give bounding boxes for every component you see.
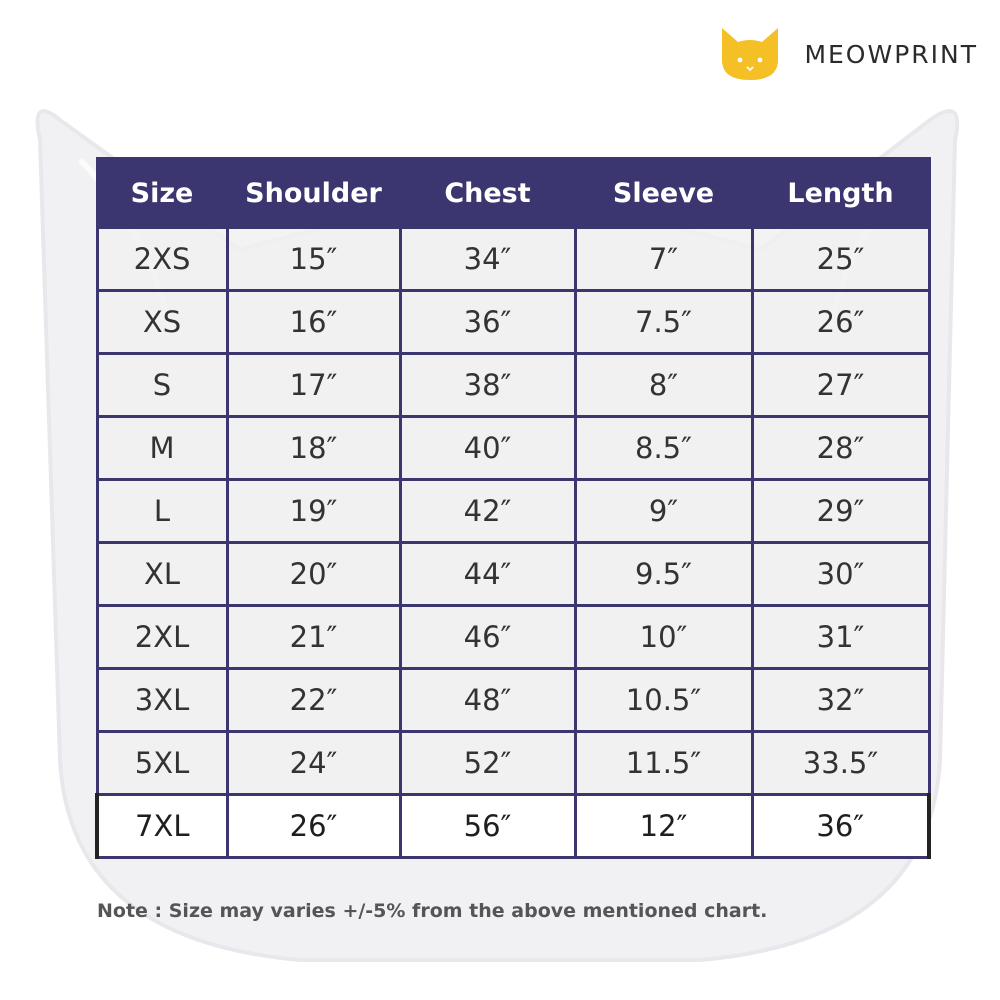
shoulder-cell: 19″ <box>227 480 400 543</box>
sleeve-cell: 8″ <box>575 354 752 417</box>
size-cell: S <box>97 354 227 417</box>
table-row <box>97 291 929 354</box>
header-shoulder: Shoulder <box>227 159 400 228</box>
sleeve-cell: 7.5″ <box>575 291 752 354</box>
shoulder-cell: 21″ <box>227 606 400 669</box>
chest-cell: 42″ <box>400 480 575 543</box>
size-cell: 7XL <box>97 795 227 858</box>
length-cell: 32″ <box>752 669 929 732</box>
shoulder-cell: 15″ <box>227 228 400 291</box>
length-cell: 26″ <box>752 291 929 354</box>
header-length: Length <box>752 159 929 228</box>
sleeve-cell: 11.5″ <box>575 732 752 795</box>
sleeve-cell: 12″ <box>575 795 752 858</box>
size-table <box>95 157 931 859</box>
size-cell: L <box>97 480 227 543</box>
length-cell: 31″ <box>752 606 929 669</box>
table-row <box>97 606 929 669</box>
chest-cell: 48″ <box>400 669 575 732</box>
header-chest: Chest <box>400 159 575 228</box>
table-row <box>97 228 929 291</box>
cat-head-icon <box>718 26 782 82</box>
chest-cell: 56″ <box>400 795 575 858</box>
table-row <box>97 417 929 480</box>
chest-cell: 40″ <box>400 417 575 480</box>
length-cell: 33.5″ <box>752 732 929 795</box>
table-row <box>97 795 929 858</box>
sleeve-cell: 7″ <box>575 228 752 291</box>
sleeve-cell: 9″ <box>575 480 752 543</box>
sleeve-cell: 10.5″ <box>575 669 752 732</box>
table-row <box>97 669 929 732</box>
chest-cell: 38″ <box>400 354 575 417</box>
table-row <box>97 543 929 606</box>
table-row <box>97 732 929 795</box>
size-cell: 2XL <box>97 606 227 669</box>
sleeve-cell: 8.5″ <box>575 417 752 480</box>
brand-header <box>718 26 978 82</box>
chest-cell: 46″ <box>400 606 575 669</box>
sleeve-cell: 10″ <box>575 606 752 669</box>
size-cell: XS <box>97 291 227 354</box>
chest-cell: 36″ <box>400 291 575 354</box>
length-cell: 29″ <box>752 480 929 543</box>
header-size: Size <box>97 159 227 228</box>
length-cell: 28″ <box>752 417 929 480</box>
size-cell: 5XL <box>97 732 227 795</box>
shoulder-cell: 24″ <box>227 732 400 795</box>
shoulder-cell: 22″ <box>227 669 400 732</box>
shoulder-cell: 20″ <box>227 543 400 606</box>
chest-cell: 44″ <box>400 543 575 606</box>
brand-name: MEOWPRINT <box>804 39 978 69</box>
sleeve-cell: 9.5″ <box>575 543 752 606</box>
table-row <box>97 480 929 543</box>
table-header-row <box>97 159 929 228</box>
length-cell: 36″ <box>752 795 929 858</box>
shoulder-cell: 26″ <box>227 795 400 858</box>
length-cell: 27″ <box>752 354 929 417</box>
header-sleeve: Sleeve <box>575 159 752 228</box>
shoulder-cell: 17″ <box>227 354 400 417</box>
size-note: Note : Size may varies +/-5% from the above mentioned chart. <box>97 900 768 922</box>
shoulder-cell: 18″ <box>227 417 400 480</box>
chest-cell: 34″ <box>400 228 575 291</box>
size-cell: M <box>97 417 227 480</box>
table-row <box>97 354 929 417</box>
size-cell: XL <box>97 543 227 606</box>
size-cell: 2XS <box>97 228 227 291</box>
length-cell: 30″ <box>752 543 929 606</box>
size-chart <box>95 157 927 859</box>
size-cell: 3XL <box>97 669 227 732</box>
length-cell: 25″ <box>752 228 929 291</box>
shoulder-cell: 16″ <box>227 291 400 354</box>
chest-cell: 52″ <box>400 732 575 795</box>
